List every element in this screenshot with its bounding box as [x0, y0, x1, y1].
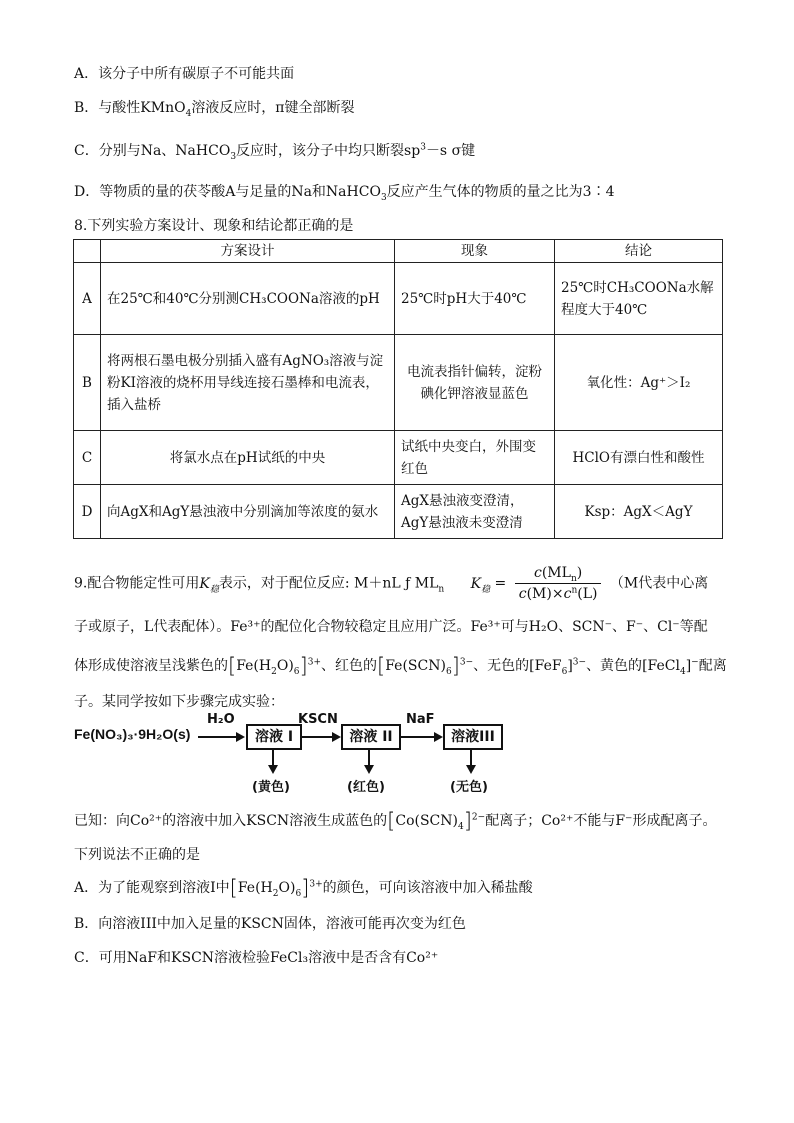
down-head — [268, 765, 278, 774]
reagent-h2o: H₂O — [207, 712, 235, 727]
arrow-head — [236, 732, 245, 742]
table-header-conclusion: 结论 — [555, 240, 723, 263]
q7-option-b: B．与酸性KMnO$_4$溶液反应时，π键全部断裂 — [74, 100, 355, 119]
row-conclusion: HClO有漂白性和酸性 — [555, 431, 723, 485]
q9-option-a: A．为了能观察到溶液I中$[Fe(H_2O)_6]^{3+}$的颜色，可向该溶液中加入稀盐酸 — [74, 876, 533, 900]
row-label: A — [74, 263, 101, 335]
q9-line1: 9.配合物能定性可用$K_稳$表示，对于配位反应: M＋nL ƒ $ML_n$ $K_稳$ = $\frac{c(ML_n)}{c(M)\times c^n(L)}$ （M代表中心离 — [74, 565, 709, 602]
row-label: C — [74, 431, 101, 485]
row-phenomenon: 试纸中央变白，外围变红色 — [395, 431, 555, 485]
down-line — [272, 750, 274, 766]
arrow-line — [198, 736, 236, 738]
q9-option-c: C．可用NaF和KSCN溶液检验FeCl₃溶液中是否含有Co²⁺ — [74, 950, 439, 966]
row-design: 将两根石墨电极分别插入盛有AgNO₃溶液与淀粉KI溶液的烧杯用导线连接石墨棒和电流表，插入盐桥 — [101, 335, 395, 431]
box-solution-2: 溶液 II — [341, 724, 401, 750]
q9-line4: 子。某同学按如下步骤完成实验： — [74, 694, 284, 710]
row-design: 将氯水点在pH试纸的中央 — [101, 431, 395, 485]
q9-known: 已知：向Co²⁺的溶液中加入KSCN溶液生成蓝色的$[Co(SCN)_4]^{2-}$配离子；Co²⁺不能与F⁻形成配离子。 — [74, 809, 717, 833]
q7-option-c: C．分别与Na、NaHCO$_3$反应时，该分子中均只断裂$sp^3-s$ σ键 — [74, 142, 476, 162]
reagent-naf: NaF — [406, 712, 435, 727]
box-solution-1: 溶液 I — [246, 724, 302, 750]
k-stab-symbol: $K_稳$ — [199, 575, 219, 595]
down-head — [466, 765, 476, 774]
row-conclusion: 氧化性：Ag⁺＞I₂ — [555, 335, 723, 431]
arrow-head — [434, 732, 443, 742]
q8-table — [73, 239, 723, 539]
color-yellow: (黄色) — [252, 780, 290, 795]
down-line — [470, 750, 472, 766]
row-conclusion: 25℃时CH₃COONa水解程度大于40℃ — [555, 263, 723, 335]
down-head — [364, 765, 374, 774]
row-phenomenon: 电流表指针偏转，淀粉碘化钾溶液显蓝色 — [395, 335, 555, 431]
reagent-kscn: KSCN — [298, 712, 338, 727]
table-header-row — [74, 240, 723, 263]
q7-option-a: A．该分子中所有碳原子不可能共面 — [74, 66, 295, 82]
arrow-line — [399, 736, 434, 738]
row-conclusion: Ksp：AgX＜AgY — [555, 485, 723, 539]
k-stab-fraction: $\frac{c(ML_n)}{c(M)\times c^n(L)}$ — [515, 563, 602, 604]
table-header-design: 方案设计 — [101, 240, 395, 263]
row-label: B — [74, 335, 101, 431]
row-design: 在25℃和40℃分别测CH₃COONa溶液的pH — [101, 263, 395, 335]
table-row — [74, 335, 723, 431]
row-phenomenon: AgX悬浊液变澄清，AgY悬浊液未变澄清 — [395, 485, 555, 539]
q7-option-d: D．等物质的量的茯苓酸A与足量的Na和NaHCO$_3$反应产生气体的物质的量之比为3∶4 — [74, 184, 615, 203]
color-red: (红色) — [347, 780, 385, 795]
table-row — [74, 485, 723, 539]
table-row — [74, 431, 723, 485]
arrow-head — [332, 732, 341, 742]
q8-stem: 8.下列实验方案设计、现象和结论都正确的是 — [74, 218, 354, 234]
row-label: D — [74, 485, 101, 539]
q9-line3: 体形成使溶液呈浅紫色的$[Fe(H_2O)_6]^{3+}$、红色的$[Fe(SCN)_6]^{3-}$、无色的$[FeF_6]^{3-}$、黄色的[FeCl$_4$]−配离 — [74, 654, 727, 678]
arrow-line — [300, 736, 332, 738]
box-solution-3: 溶液III — [443, 724, 503, 750]
q9-line2: 子或原子，L代表配体）。Fe³⁺的配位化合物较稳定且应用广泛。Fe³⁺可与H₂O、SCN⁻、F⁻、Cl⁻等配 — [74, 619, 708, 635]
down-line — [368, 750, 370, 766]
q9-option-b: B．向溶液III中加入足量的KSCN固体，溶液可能再次变为红色 — [74, 916, 466, 932]
table-row — [74, 263, 723, 335]
color-colorless: (无色) — [450, 780, 488, 795]
row-design: 向AgX和AgY悬浊液中分别滴加等浓度的氨水 — [101, 485, 395, 539]
row-phenomenon: 25℃时pH大于40℃ — [395, 263, 555, 335]
table-header-phenomenon: 现象 — [395, 240, 555, 263]
q9-ask: 下列说法不正确的是 — [74, 847, 200, 863]
table-header-blank — [74, 240, 101, 263]
flow-start-compound: Fe(NO₃)₃·9H₂O(s) — [74, 726, 191, 742]
